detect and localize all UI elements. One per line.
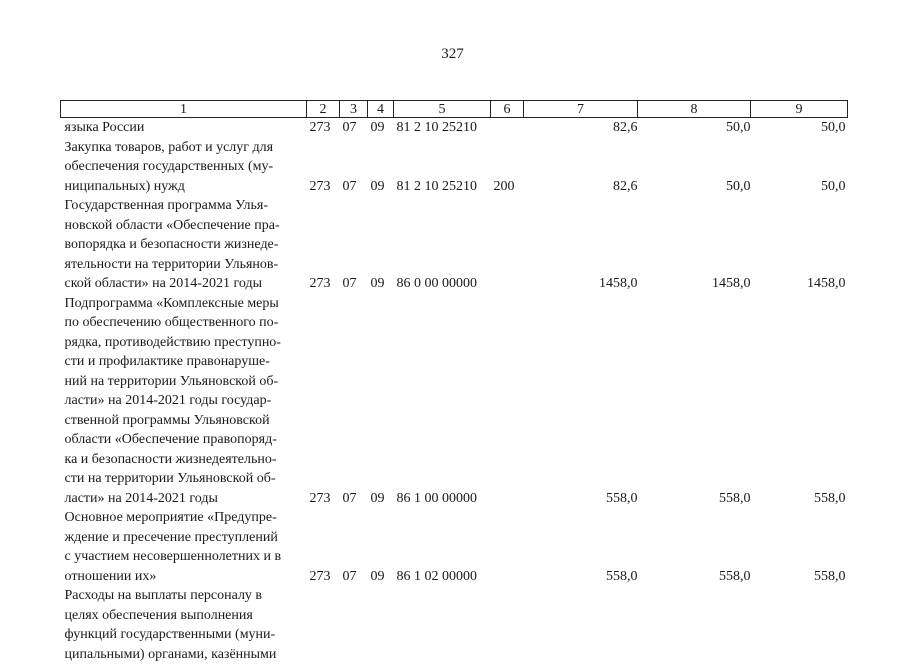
row-item-name-line: ственной программы Ульяновской <box>65 411 305 431</box>
row-item-name <box>61 586 307 664</box>
header-col-6: 6 <box>491 101 524 118</box>
row-item-name-line: по обеспечению общественного по- <box>65 313 305 333</box>
row-ministry-code: 273 <box>307 138 340 197</box>
row-amount-col-9: 558,0 <box>751 508 848 586</box>
row-item-name-line: ласти» на 2014-2021 годы государ- <box>65 391 305 411</box>
row-item-name-line: ждение и пресечение преступлений <box>65 528 305 548</box>
row-amount-col-8 <box>638 586 751 664</box>
row-item-name-line: ка и безопасности жизнедеятельно- <box>65 450 305 470</box>
row-item-name-line: Государственная программа Улья- <box>65 196 305 216</box>
table-row <box>61 196 848 294</box>
row-subsection-code: 09 <box>368 508 394 586</box>
row-item-name-line: области «Обеспечение правопоряд- <box>65 430 305 450</box>
row-amount-col-8: 50,0 <box>638 138 751 197</box>
row-amount-col-7: 558,0 <box>524 508 638 586</box>
row-item-name <box>61 118 307 138</box>
row-item-name-line: Основное мероприятие «Предупре- <box>65 508 305 528</box>
row-amount-col-7 <box>524 586 638 664</box>
row-item-name-line: ниципальных) нужд <box>65 177 305 197</box>
row-amount-col-8: 558,0 <box>638 508 751 586</box>
table-row <box>61 294 848 509</box>
row-expense-type-code <box>491 294 524 509</box>
row-amount-col-7: 1458,0 <box>524 196 638 294</box>
row-item-name <box>61 196 307 294</box>
row-item-name-line: Закупка товаров, работ и услуг для <box>65 138 305 158</box>
row-amount-col-7: 82,6 <box>524 138 638 197</box>
header-row <box>61 101 848 118</box>
table-row <box>61 586 848 664</box>
row-ministry-code: 273 <box>307 294 340 509</box>
row-amount-col-8: 50,0 <box>638 118 751 138</box>
row-item-name-line: сти на территории Ульяновской об- <box>65 469 305 489</box>
row-ministry-code <box>307 586 340 664</box>
row-item-name-line: рядка, противодействию преступно- <box>65 333 305 353</box>
row-section-code: 07 <box>340 294 368 509</box>
row-amount-col-8: 1458,0 <box>638 196 751 294</box>
header-col-5: 5 <box>394 101 491 118</box>
row-item-name-line: сти и профилактике правонаруше- <box>65 352 305 372</box>
row-item-name <box>61 508 307 586</box>
row-ministry-code: 273 <box>307 508 340 586</box>
row-subsection-code: 09 <box>368 138 394 197</box>
row-item-name-line: Расходы на выплаты персоналу в <box>65 586 305 606</box>
row-amount-col-7: 558,0 <box>524 294 638 509</box>
row-amount-col-9: 50,0 <box>751 118 848 138</box>
row-subsection-code: 09 <box>368 118 394 138</box>
row-item-name-line: обеспечения государственных (му- <box>65 157 305 177</box>
row-target-article-code: 86 1 00 00000 <box>394 294 491 509</box>
row-item-name-line: ласти» на 2014-2021 годы <box>65 489 305 509</box>
row-target-article-code: 81 2 10 25210 <box>394 138 491 197</box>
row-amount-col-8: 558,0 <box>638 294 751 509</box>
row-amount-col-9: 558,0 <box>751 294 848 509</box>
row-target-article-code: 86 0 00 00000 <box>394 196 491 294</box>
header-col-3: 3 <box>340 101 368 118</box>
row-ministry-code: 273 <box>307 118 340 138</box>
row-subsection-code: 09 <box>368 294 394 509</box>
row-expense-type-code <box>491 508 524 586</box>
table-body <box>61 118 848 664</box>
row-expense-type-code <box>491 196 524 294</box>
row-target-article-code <box>394 586 491 664</box>
row-item-name-line: Подпрограмма «Комплексные меры <box>65 294 305 314</box>
row-expense-type-code <box>491 586 524 664</box>
header-col-1: 1 <box>61 101 307 118</box>
table-row <box>61 138 848 197</box>
row-section-code: 07 <box>340 138 368 197</box>
row-item-name-line: ний на территории Ульяновской об- <box>65 372 305 392</box>
row-amount-col-9 <box>751 586 848 664</box>
row-section-code <box>340 586 368 664</box>
row-section-code: 07 <box>340 508 368 586</box>
row-amount-col-7: 82,6 <box>524 118 638 138</box>
row-item-name-line: ципальными) органами, казёнными <box>65 645 305 664</box>
row-item-name-line: языка России <box>65 118 305 138</box>
row-target-article-code: 81 2 10 25210 <box>394 118 491 138</box>
row-subsection-code: 09 <box>368 196 394 294</box>
row-item-name-line: ятельности на территории Ульянов- <box>65 255 305 275</box>
header-col-4: 4 <box>368 101 394 118</box>
row-expense-type-code <box>491 118 524 138</box>
row-section-code: 07 <box>340 118 368 138</box>
header-col-7: 7 <box>524 101 638 118</box>
header-col-2: 2 <box>307 101 340 118</box>
header-col-9: 9 <box>751 101 848 118</box>
row-item-name <box>61 138 307 197</box>
row-target-article-code: 86 1 02 00000 <box>394 508 491 586</box>
header-col-8: 8 <box>638 101 751 118</box>
row-amount-col-9: 50,0 <box>751 138 848 197</box>
row-expense-type-code: 200 <box>491 138 524 197</box>
table-row <box>61 118 848 138</box>
row-item-name-line: вопорядка и безопасности жизнеде- <box>65 235 305 255</box>
row-item-name-line: целях обеспечения выполнения <box>65 606 305 626</box>
row-subsection-code <box>368 586 394 664</box>
row-item-name-line: с участием несовершеннолетних и в <box>65 547 305 567</box>
row-item-name-line: функций государственными (муни- <box>65 625 305 645</box>
row-section-code: 07 <box>340 196 368 294</box>
table-row <box>61 508 848 586</box>
page-number: 327 <box>0 45 905 63</box>
row-item-name-line: ской области» на 2014-2021 годы <box>65 274 305 294</box>
row-item-name-line: новской области «Обеспечение пра- <box>65 216 305 236</box>
row-ministry-code: 273 <box>307 196 340 294</box>
row-item-name-line: отношении их» <box>65 567 305 587</box>
budget-table <box>60 100 848 664</box>
row-item-name <box>61 294 307 509</box>
row-amount-col-9: 1458,0 <box>751 196 848 294</box>
